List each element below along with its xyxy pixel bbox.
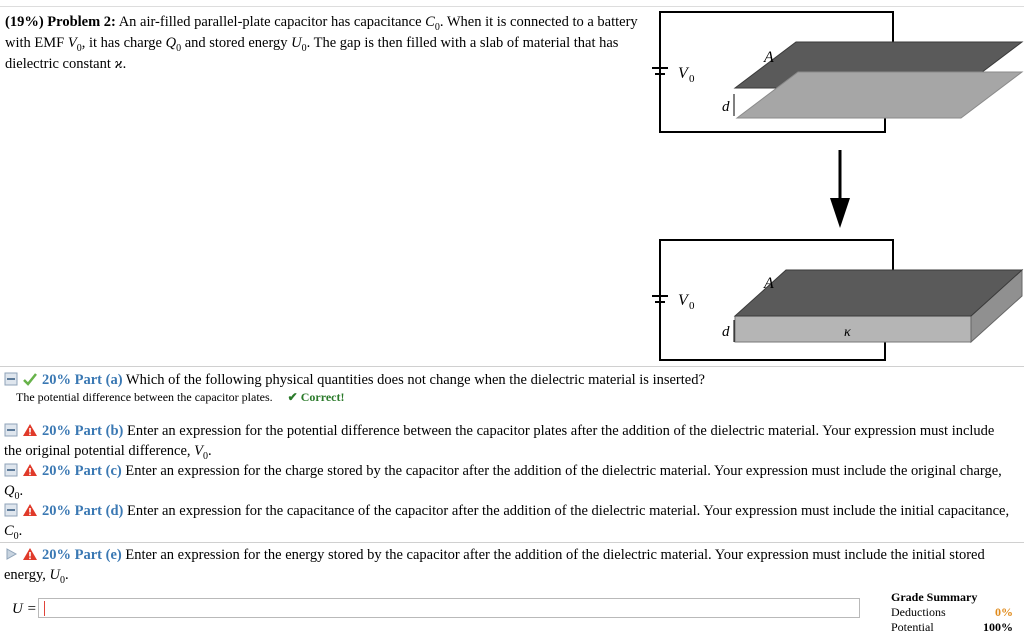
part-a-answer bbox=[16, 390, 344, 405]
part-b: 20% Part (b) Enter an expression for the potential difference between the capacitor plates after the addition of the dielectric material. Your expression must include the original potential difference, $V_0$. bbox=[4, 423, 995, 462]
v0-label-top: V bbox=[678, 65, 688, 82]
part-c-symbol: $Q_0$ bbox=[4, 483, 20, 502]
v0-sub-bottom: 0 bbox=[689, 300, 695, 312]
deductions-row bbox=[891, 605, 1013, 620]
potential-label: Potential bbox=[891, 620, 934, 634]
part-d: 20% Part (d) Enter an expression for the capacitance of the capacitor after the addition of the dielectric material. Your expression must include the initial capacitance, $C_0$. bbox=[4, 503, 1010, 542]
part-b-percent[interactable]: 20% Part (b) bbox=[42, 423, 124, 439]
part-d-question: Enter an expression for the capacitance of the capacitor after the addition of the dielectric material. Your expression must include the initial capacitance, bbox=[126, 503, 1010, 519]
v0-symbol: $V_0$ bbox=[67, 35, 82, 54]
deductions-value: 0% bbox=[995, 605, 1013, 619]
dielectric-capacitor-diagram bbox=[652, 240, 1022, 360]
expand-arrow-icon[interactable] bbox=[4, 547, 18, 561]
air-capacitor-diagram bbox=[652, 12, 1022, 132]
kappa-symbol: ϰ bbox=[114, 56, 123, 72]
part-a bbox=[4, 370, 1014, 390]
divider-part-a bbox=[0, 366, 1024, 367]
correct-badge: ✔ Correct! bbox=[287, 390, 345, 404]
down-arrow-icon bbox=[830, 150, 850, 228]
part-c-question: Enter an expression for the charge stored by the capacitor after the addition of the dielectric material. Your expression must include the original charge, bbox=[125, 463, 1002, 479]
v0-label-bottom: V bbox=[678, 292, 688, 309]
deductions-label: Deductions bbox=[891, 605, 946, 619]
warning-icon bbox=[22, 547, 38, 561]
problem-text: An air-filled parallel-plate capacitor has capacitance bbox=[118, 14, 422, 30]
part-b-symbol: $V_0$ bbox=[194, 443, 209, 462]
part-a-question: Which of the following physical quantities does not change when the dielectric material is inserted? bbox=[125, 372, 705, 388]
checkmark-icon bbox=[22, 372, 38, 386]
part-a-percent[interactable]: 20% Part (a) bbox=[42, 372, 123, 388]
potential-row bbox=[891, 620, 1013, 635]
part-d-symbol: $C_0$ bbox=[4, 523, 19, 542]
collapse-icon[interactable] bbox=[4, 372, 18, 386]
potential-value: 100% bbox=[983, 620, 1013, 634]
c0-symbol: $C_0$ bbox=[425, 14, 440, 33]
divider-part-e bbox=[0, 542, 1024, 543]
answer-input[interactable] bbox=[38, 598, 860, 618]
part-e: 20% Part (e) Enter an expression for the energy stored by the capacitor after the addition of the dielectric material. Your expression must include the initial stored energy, $U_0$. bbox=[4, 547, 985, 586]
gap-label-bottom: d bbox=[722, 324, 730, 340]
problem-header: (19%) Problem 2: bbox=[5, 14, 116, 30]
gap-label-top: d bbox=[722, 99, 730, 115]
answer-label: U = bbox=[12, 601, 37, 617]
top-divider bbox=[0, 6, 1024, 7]
part-e-percent[interactable]: 20% Part (e) bbox=[42, 547, 122, 563]
problem-statement: (19%) Problem 2: An air-filled parallel-plate capacitor has capacitance $C_0$. When it is connected to a battery with EMF $V_0$, it has charge $Q_0$ and stored energy $U_0$. The gap is then filled with a slab of material that has dielectric constant ϰ. bbox=[5, 14, 638, 72]
warning-icon bbox=[22, 463, 38, 477]
part-d-percent[interactable]: 20% Part (d) bbox=[42, 503, 124, 519]
top-plate-bottom bbox=[735, 270, 1022, 316]
part-b-question: Enter an expression for the potential difference between the capacitor plates after the addition of the dielectric material. Your expression must include the original potential difference, bbox=[4, 423, 995, 459]
q0-symbol: $Q_0$ bbox=[165, 35, 182, 54]
capacitor-figure bbox=[640, 8, 1024, 364]
text-cursor bbox=[44, 601, 45, 616]
grade-summary bbox=[891, 590, 1013, 635]
area-label-bottom: A bbox=[764, 275, 774, 292]
collapse-icon[interactable] bbox=[4, 463, 18, 477]
part-a-answer-text: The potential difference between the capacitor plates. bbox=[16, 390, 273, 404]
part-e-question: Enter an expression for the energy stored by the capacitor after the addition of the dielectric material. Your expression must include the initial stored energy, bbox=[4, 547, 985, 583]
area-label-top: A bbox=[764, 49, 774, 66]
part-e-symbol: $U_0$ bbox=[49, 567, 65, 586]
dielectric-slab-front bbox=[735, 316, 971, 342]
u0-symbol: $U_0$ bbox=[291, 35, 307, 54]
grade-summary-title: Grade Summary bbox=[891, 590, 978, 604]
v0-sub-top: 0 bbox=[689, 73, 695, 85]
collapse-icon[interactable] bbox=[4, 503, 18, 517]
collapse-icon[interactable] bbox=[4, 423, 18, 437]
warning-icon bbox=[22, 503, 38, 517]
warning-icon bbox=[22, 423, 38, 437]
part-c-percent[interactable]: 20% Part (c) bbox=[42, 463, 122, 479]
part-c: 20% Part (c) Enter an expression for the charge stored by the capacitor after the addition of the dielectric material. Your expression must include the original charge, $Q_0$. bbox=[4, 463, 1002, 502]
kappa-label: κ bbox=[844, 325, 851, 340]
